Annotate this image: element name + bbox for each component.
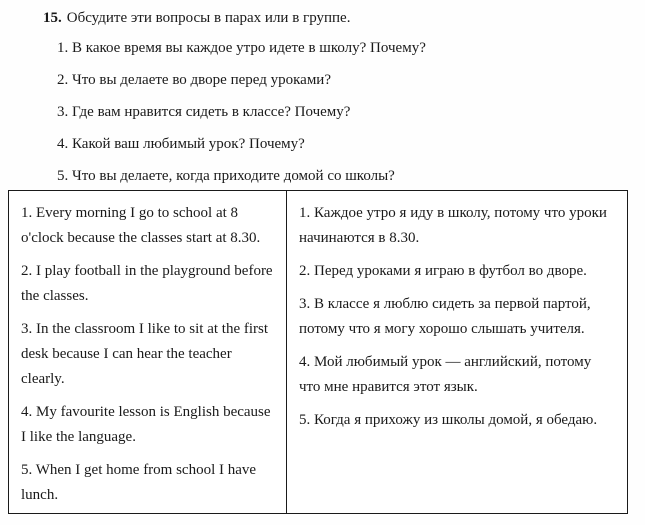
exercise-heading: [43, 8, 350, 28]
answer-item-english: 3. In the classroom I like to sit at the first desk because I can hear the teacher clearly.: [21, 321, 269, 387]
answer-item-russian: 5. Когда я прихожу из школы домой, я обедаю.: [299, 412, 598, 428]
answer-item-english: 1. Every morning I go to school at 8 o'clock because the classes start at 8.30.: [21, 205, 261, 246]
question-item: 1. В какое время вы каждое утро идете в школу? Почему?: [57, 40, 426, 56]
question-item: 3. Где вам нравится сидеть в классе? Почему?: [57, 104, 351, 120]
question-item: 2. Что вы делаете во дворе перед уроками?: [57, 72, 331, 88]
answers-table: [8, 190, 628, 514]
answer-item-english: 5. When I get home from school I have lunch.: [21, 462, 257, 503]
answers-column-english: [9, 191, 287, 513]
answer-item-russian: 2. Перед уроками я играю в футбол во дворе.: [299, 263, 587, 279]
answer-item-english: 2. I play football in the playground before the classes.: [21, 263, 273, 304]
question-item: 5. Что вы делаете, когда приходите домой со школы?: [57, 168, 395, 184]
answer-item-russian: 3. В классе я люблю сидеть за первой партой, потому что я могу хорошо слышать учителя.: [299, 296, 591, 337]
answer-item-english: 4. My favourite lesson is English because I like the language.: [21, 404, 271, 445]
exercise-number: 15.: [43, 10, 62, 26]
answer-item-russian: 4. Мой любимый урок — английский, потому что мне нравится этот язык.: [299, 354, 592, 395]
answers-column-russian: [287, 191, 627, 513]
question-list: [57, 38, 617, 198]
question-item: 4. Какой ваш любимый урок? Почему?: [57, 136, 305, 152]
exercise-instruction: Обсудите эти вопросы в парах или в группе.: [66, 10, 351, 26]
answer-item-russian: 1. Каждое утро я иду в школу, потому что уроки начинаются в 8.30.: [299, 205, 607, 246]
